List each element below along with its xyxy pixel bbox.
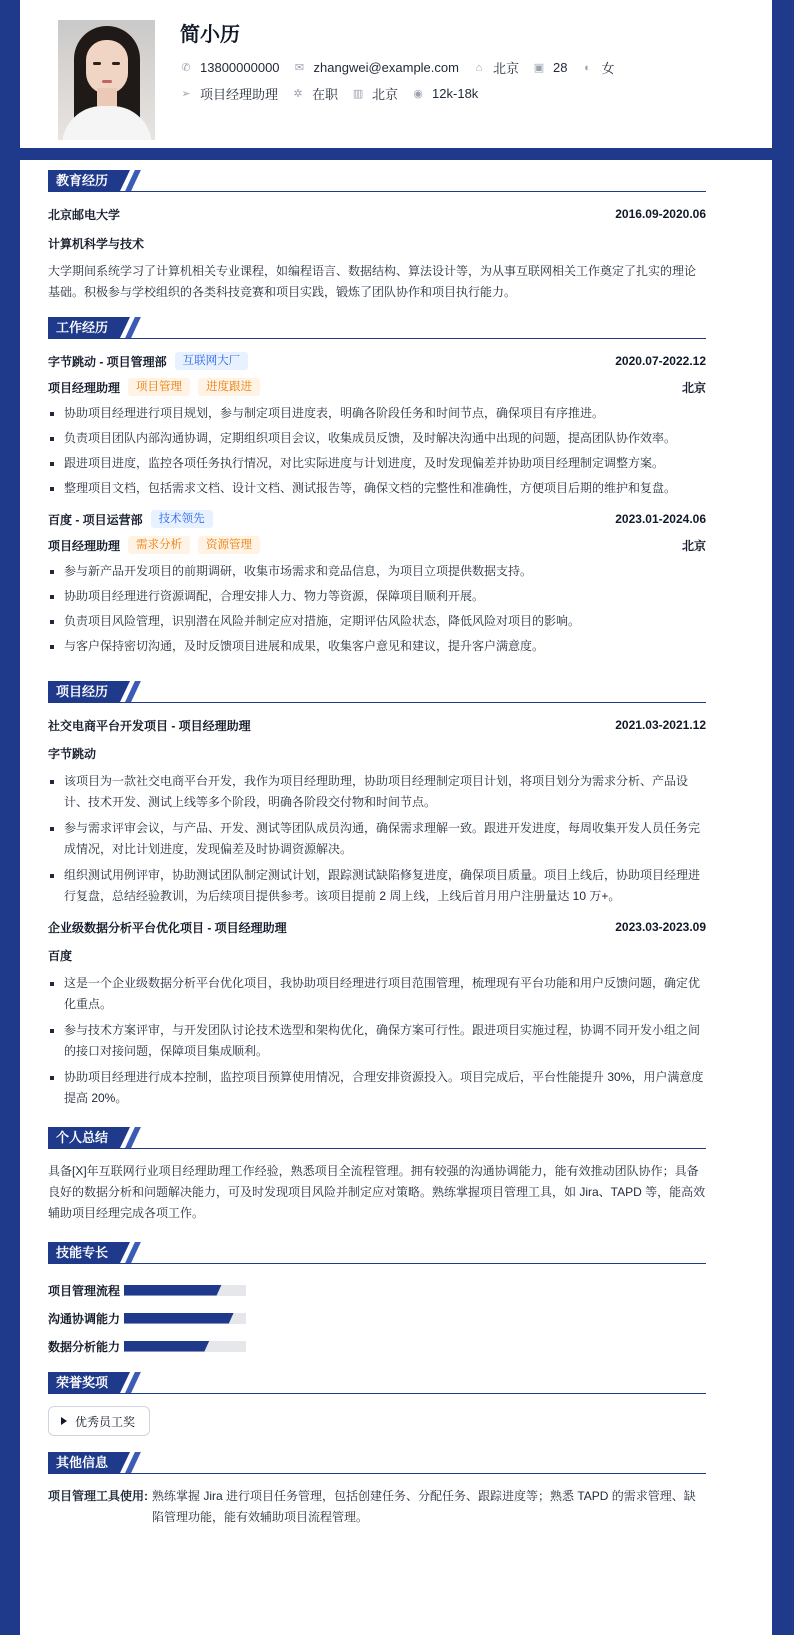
target-city-text: 北京 (372, 87, 399, 102)
skill-tag: 进度跟进 (198, 378, 260, 396)
section-title: 个人总结 (48, 1127, 120, 1148)
education-major-row (48, 233, 706, 253)
skill-tag: 资源管理 (198, 536, 260, 554)
skills-section (48, 1242, 706, 1360)
candidate-name: 简小历 (180, 24, 240, 46)
skills-header (48, 1242, 706, 1264)
work-header (48, 317, 706, 339)
send-icon: ➢ (181, 87, 191, 100)
status-text: 在职 (312, 87, 339, 102)
building-icon: ▥ (352, 87, 364, 100)
list-item: 负责项目团队内部沟通协调，定期组织项目会议，收集成员反馈，及时解决沟通中出现的问题，提高团队协作效率。 (48, 428, 706, 449)
education-header (48, 170, 706, 192)
job-entry (48, 351, 706, 499)
skill-name: 数据分析能力 (48, 1339, 121, 1354)
job-position-row (48, 535, 706, 555)
email-text: zhangwei@example.com (313, 60, 459, 75)
mail-icon: ✉ (294, 61, 305, 74)
list-item: 该项目为一款社交电商平台开发，我作为项目经理助理，协助项目经理制定项目计划，将项目划分为需求分析、产品设计、技术开发、测试上线等多个阶段，明确各阶段交付物和时间节点。 (48, 771, 706, 813)
job-title-info (180, 84, 278, 103)
other-header (48, 1452, 706, 1474)
other-info-value: 熟练掌握 Jira 进行项目任务管理，包括创建任务、分配任务、跟踪进度等；熟悉 TAPD 的需求管理、缺陷管理功能，能有效辅助项目流程管理。 (152, 1489, 696, 1524)
projects-section (48, 681, 706, 1109)
skill-tag: 项目管理 (128, 378, 190, 396)
section-title: 其他信息 (48, 1452, 120, 1473)
skill-bar-fill (124, 1341, 209, 1352)
list-item: 这是一个企业级数据分析平台优化项目，我协助项目经理进行项目范围管理，梳理现有平台功能和用户反馈问题，确定优化重点。 (48, 973, 706, 1015)
summary-text: 具备[X]年互联网行业项目经理助理工作经验，熟悉项目全流程管理。拥有较强的沟通协调能力，能有效推动团队协作；具备良好的数据分析和问题解决能力，可及时发现项目风险并制定应对策略。熟练掌握项目管理工具，如 Jira、TAPD 等，能高效辅助项目经理完成各项工作。 (48, 1164, 706, 1220)
company-tag: 技术领先 (151, 510, 213, 528)
city-text: 北京 (492, 61, 519, 76)
age-info (533, 60, 567, 75)
job-company: 字节跳动 - 项目管理部 (48, 354, 167, 369)
target-city-info (352, 84, 398, 103)
contact-row (180, 58, 628, 77)
section-title: 教育经历 (48, 170, 120, 191)
skill-bar-fill (124, 1313, 234, 1324)
project-bullets (48, 973, 706, 1109)
section-title: 荣誉奖项 (48, 1372, 120, 1393)
skill-bar (124, 1313, 246, 1324)
section-title: 工作经历 (48, 317, 120, 338)
awards-section (48, 1372, 706, 1436)
skill-name: 沟通协调能力 (48, 1311, 121, 1326)
job-position-row (48, 377, 706, 397)
job-company-row (48, 351, 706, 371)
award-item (48, 1406, 150, 1436)
skill-item (48, 1332, 383, 1360)
status-info (292, 84, 338, 103)
job-location: 北京 (681, 538, 706, 553)
project-org: 百度 (48, 948, 73, 963)
list-item: 参与新产品开发项目的前期调研，收集市场需求和竞品信息，为项目立项提供数据支持。 (48, 561, 706, 582)
job-location: 北京 (681, 380, 706, 395)
section-title: 技能专长 (48, 1242, 120, 1263)
play-icon (61, 1417, 67, 1425)
profile-photo (58, 20, 155, 140)
section-title: 项目经历 (48, 681, 120, 702)
list-item: 与客户保持密切沟通，及时反馈项目进展和成果，收集客户意见和建议，提升客户满意度。 (48, 636, 706, 657)
awards-header (48, 1372, 706, 1394)
other-info-row (48, 1486, 706, 1528)
education-section (48, 170, 706, 303)
list-item: 参与需求评审会议，与产品、开发、测试等团队成员沟通，确保需求理解一致。跟进开发进度，每周收集开发人员任务完成情况，对比计划进度，发现偏差及时协调资源解决。 (48, 818, 706, 860)
major-name: 计算机科学与技术 (48, 236, 145, 251)
resume-header (20, 0, 772, 148)
other-section (48, 1452, 706, 1528)
job-company: 百度 - 项目运营部 (48, 512, 143, 527)
education-description: 大学期间系统学习了计算机相关专业课程，如编程语言、数据结构、算法设计等，为从事互联网相关工作奠定了扎实的理论基础。积极参与学校组织的各类科技竞赛和项目实践，锻炼了团队协作和项目执行能力。 (48, 264, 697, 299)
job-company-row (48, 509, 706, 529)
gear-icon: ✲ (293, 87, 303, 100)
job-position: 项目经理助理 (48, 380, 121, 395)
project-title: 社交电商平台开发项目 - 项目经理助理 (48, 718, 251, 733)
job-position: 项目经理助理 (48, 538, 121, 553)
company-tag: 互联网大厂 (175, 352, 249, 370)
job-title-text: 项目经理助理 (200, 87, 279, 102)
skill-bar-fill (124, 1285, 222, 1296)
left-frame-bar (0, 0, 20, 1635)
job-period: 2023.01-2024.06 (615, 512, 706, 526)
school-name: 北京邮电大学 (48, 207, 121, 222)
header-divider-band (0, 148, 794, 160)
list-item: 整理项目文档，包括需求文档、设计文档、测试报告等，确保文档的完整性和准确性，方便项目后期的维护和复盘。 (48, 478, 706, 499)
skill-item (48, 1304, 383, 1332)
project-org: 字节跳动 (48, 746, 97, 761)
skill-bar (124, 1285, 246, 1296)
project-title-row (48, 917, 706, 937)
list-item: 协助项目经理进行项目规划，参与制定项目进度表，明确各阶段任务和时间节点，确保项目有序推进。 (48, 403, 706, 424)
skill-bar (124, 1341, 246, 1352)
salary-info (412, 86, 478, 101)
list-item: 组织测试用例评审，协助测试团队制定测试计划，跟踪测试缺陷修复进度，确保项目质量。项目上线后，协助项目经理进行复盘，总结经验教训，为后续项目提供参考。该项目提前 2 周上线，上线后首月用户注册量达 10 万+。 (48, 865, 706, 907)
cake-icon: ▣ (533, 61, 545, 74)
list-item: 跟进项目进度，监控各项任务执行情况，对比实际进度与计划进度，及时发现偏差并协助项目经理制定调整方案。 (48, 453, 706, 474)
skill-item (48, 1276, 383, 1304)
salary-text: 12k-18k (432, 86, 479, 101)
project-entry (48, 917, 706, 1109)
phone-text: 13800000000 (200, 60, 280, 75)
gender-icon: ◐ (584, 61, 591, 74)
job-intent-row (180, 84, 492, 103)
salary-icon: ◉ (413, 87, 423, 100)
work-section (48, 317, 706, 657)
email-info (294, 60, 459, 75)
list-item: 参与技术方案评审，与开发团队讨论技术选型和架构优化，确保方案可行性。跟进项目实施过程，协调不同开发小组之间的接口对接问题，保障项目集成顺利。 (48, 1020, 706, 1062)
list-item: 协助项目经理进行成本控制，监控项目预算使用情况，合理安排资源投入。项目完成后，平台性能提升 30%，用户满意度提高 20%。 (48, 1067, 706, 1109)
list-item: 协助项目经理进行资源调配，合理安排人力、物力等资源，保障项目顺利开展。 (48, 586, 706, 607)
job-entry (48, 509, 706, 657)
gender-info (581, 58, 614, 77)
project-title: 企业级数据分析平台优化项目 - 项目经理助理 (48, 920, 287, 935)
award-name: 优秀员工奖 (75, 1414, 136, 1429)
projects-header (48, 681, 706, 703)
gender-text: 女 (601, 61, 615, 76)
age-text: 28 (552, 60, 568, 75)
skills-list (48, 1276, 706, 1360)
job-bullets (48, 403, 706, 499)
project-title-row (48, 715, 706, 735)
skill-name: 项目管理流程 (48, 1283, 121, 1298)
project-org-row (48, 743, 706, 763)
resume-body (48, 170, 706, 1528)
project-bullets (48, 771, 706, 907)
skill-tag: 需求分析 (128, 536, 190, 554)
phone-icon: ✆ (181, 61, 191, 74)
phone-info (180, 60, 280, 75)
job-bullets (48, 561, 706, 657)
home-icon: ⌂ (475, 61, 483, 74)
summary-section (48, 1127, 706, 1224)
job-period: 2020.07-2022.12 (615, 354, 706, 368)
list-item: 负责项目风险管理，识别潜在风险并制定应对措施，定期评估风险状态，降低风险对项目的影响。 (48, 611, 706, 632)
project-period: 2021.03-2021.12 (615, 718, 706, 732)
project-entry (48, 715, 706, 907)
project-period: 2023.03-2023.09 (615, 920, 706, 934)
project-org-row (48, 945, 706, 965)
city-info (473, 58, 519, 77)
other-info-key: 项目管理工具使用: (48, 1489, 148, 1503)
summary-header (48, 1127, 706, 1149)
right-frame-bar (772, 0, 794, 1635)
education-period: 2016.09-2020.06 (615, 207, 706, 221)
education-school-row (48, 204, 706, 224)
